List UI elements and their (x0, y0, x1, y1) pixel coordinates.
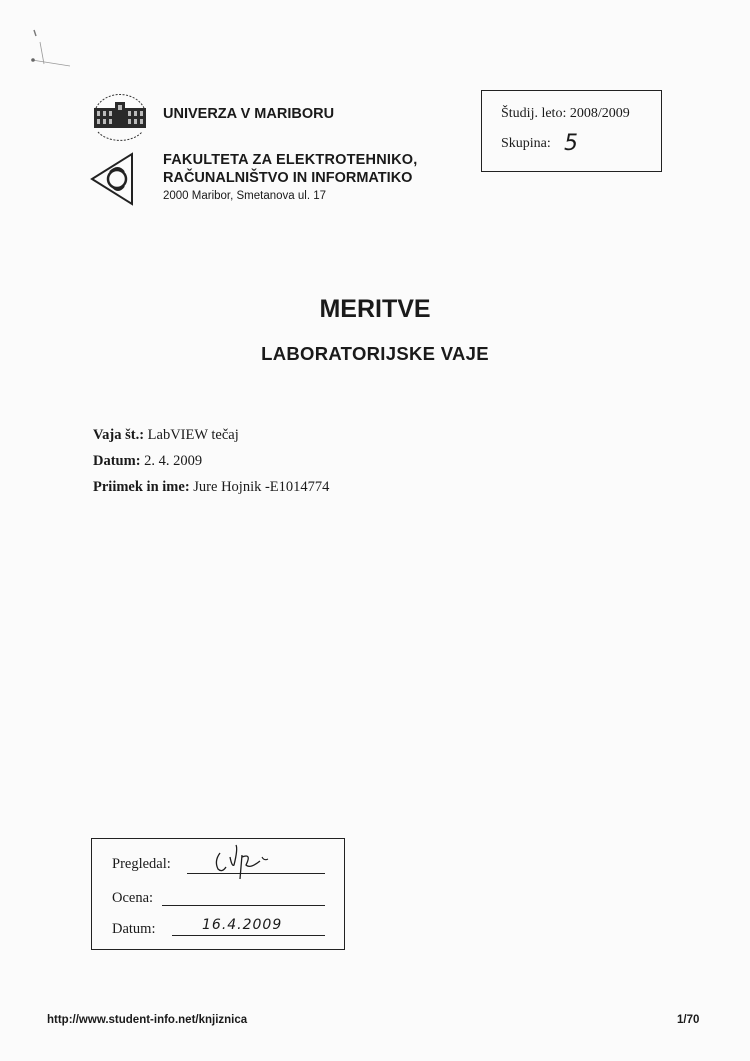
document-title: MERITVE (319, 295, 431, 323)
faculty-name-line2: RAČUNALNIŠTVO IN INFORMATIKO (163, 170, 413, 186)
exercise-value: LabVIEW tečaj (147, 427, 239, 443)
study-year: Študij. leto: 2008/2009 (501, 106, 630, 121)
group-value-handwritten: 5 (564, 131, 578, 156)
review-date-label: Datum: (112, 921, 156, 937)
date-value: 2. 4. 2009 (144, 453, 203, 469)
name-label: Priimek in ime: (93, 479, 190, 495)
study-info-box (481, 90, 662, 172)
university-name: UNIVERZA V MARIBORU (163, 106, 335, 122)
exercise-row (93, 427, 239, 444)
date-row (93, 453, 202, 470)
date-label: Datum: (93, 453, 141, 469)
faculty-logo (88, 150, 134, 208)
name-row (93, 479, 329, 496)
review-box (91, 838, 345, 950)
exercise-label: Vaja št.: (93, 427, 145, 443)
reviewed-label: Pregledal: (112, 856, 171, 872)
faculty-name-line1: FAKULTETA ZA ELEKTROTEHNIKO, (163, 152, 418, 168)
document-subtitle: LABORATORIJSKE VAJE (261, 343, 489, 364)
grade-line (162, 905, 325, 906)
university-logo (88, 88, 152, 150)
review-date-handwritten: 16.4.2009 (202, 917, 283, 933)
scan-corner-mark (30, 28, 70, 68)
name-value: Jure Hojnik -E1014774 (193, 479, 330, 495)
review-date-line (172, 935, 325, 936)
reviewer-signature (212, 843, 292, 881)
faculty-address: 2000 Maribor, Smetanova ul. 17 (163, 190, 327, 202)
group-label: Skupina: (501, 136, 551, 151)
grade-label: Ocena: (112, 890, 154, 906)
page-number: 1/70 (677, 1014, 700, 1026)
footer-url: http://www.student-info.net/knjiznica (47, 1014, 248, 1026)
